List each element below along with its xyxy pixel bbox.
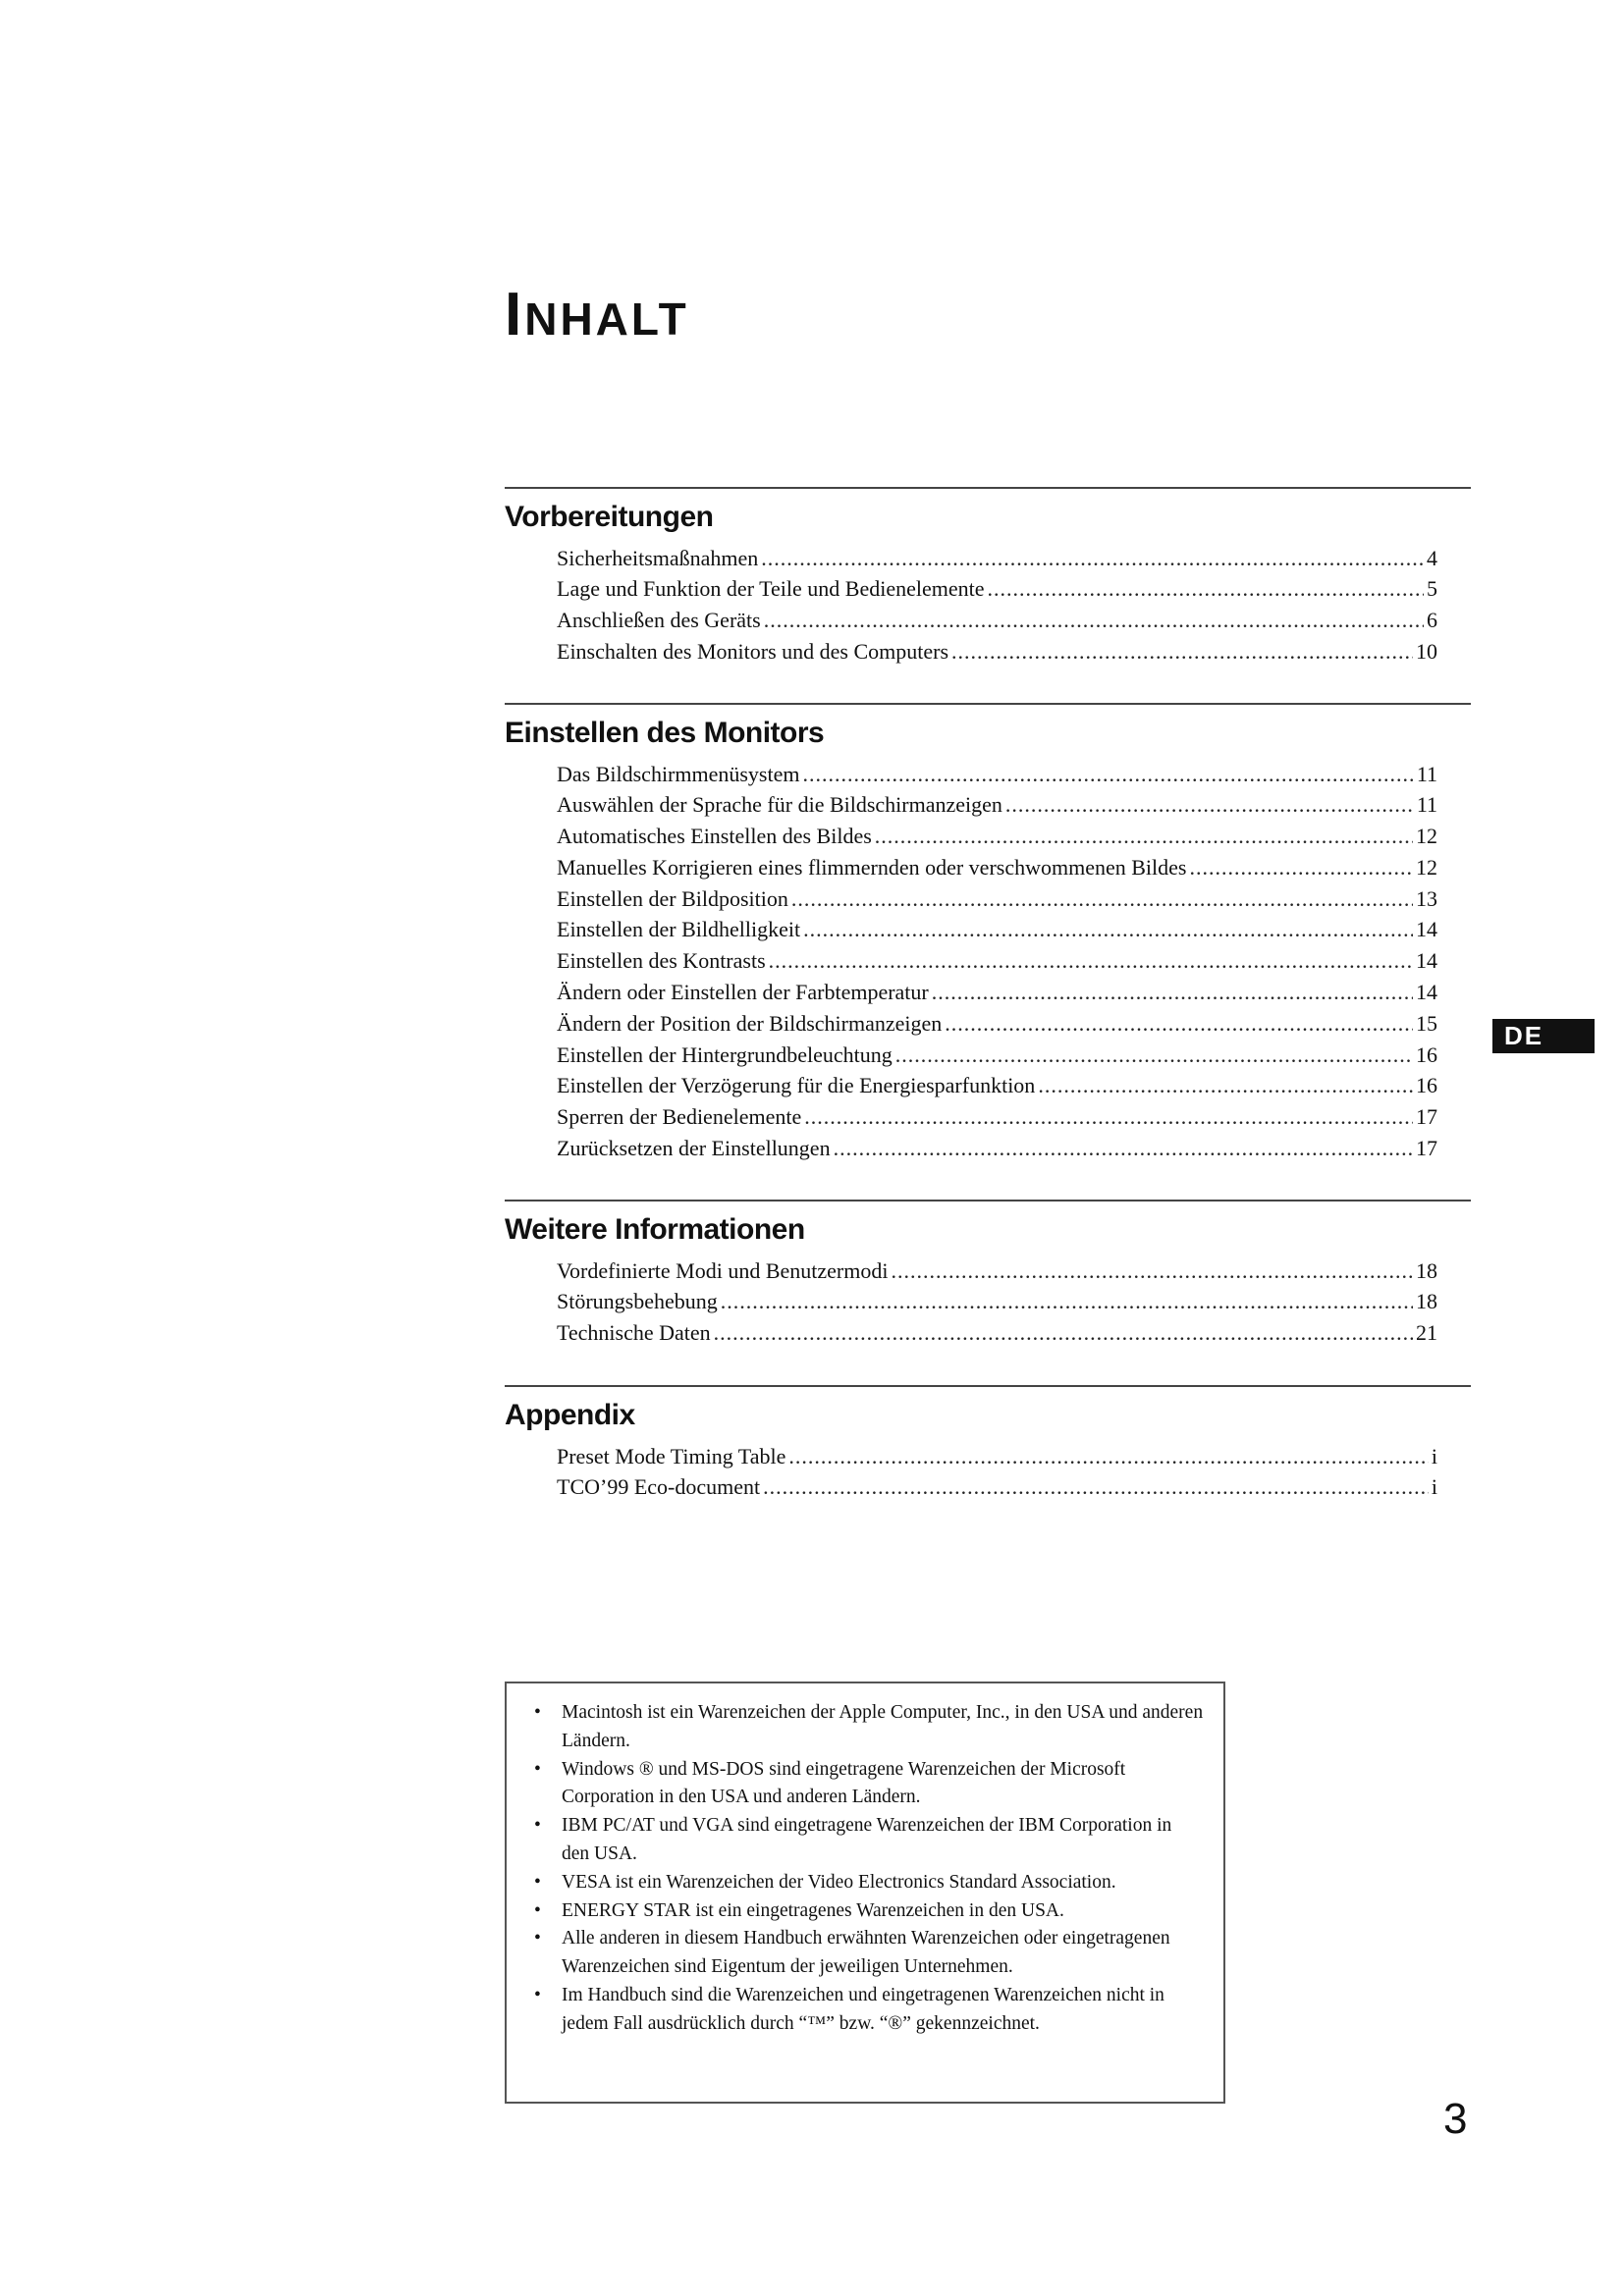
toc-entry-label: Technische Daten xyxy=(557,1320,711,1346)
toc-entry-page: 18 xyxy=(1416,1289,1437,1314)
dot-leader xyxy=(1189,852,1413,883)
toc-entry-page: 14 xyxy=(1416,980,1437,1005)
toc-entry[interactable] xyxy=(557,1441,1437,1472)
toc-entry-label: TCO’99 Eco-document xyxy=(557,1474,761,1500)
toc-entry[interactable] xyxy=(557,759,1437,790)
toc-entry-page: 12 xyxy=(1416,854,1437,880)
toc-entry-page: 17 xyxy=(1416,1104,1437,1130)
toc-entry[interactable] xyxy=(557,1286,1437,1317)
toc-entry-page: 17 xyxy=(1416,1136,1437,1161)
dot-leader xyxy=(891,1255,1413,1287)
dot-leader xyxy=(895,1040,1413,1071)
toc-entry-page: 16 xyxy=(1416,1041,1437,1067)
toc-entry-label: Automatisches Einstellen des Bildes xyxy=(557,824,872,849)
dot-leader xyxy=(834,1133,1413,1164)
section-heading: Weitere Informationen xyxy=(505,1213,805,1246)
toc-entry-label: Lage und Funktion der Teile und Bedienelemente xyxy=(557,576,985,602)
trademark-item: • IBM PC/AT und VGA sind eingetragene Warenzeichen der IBM Corporation in den USA. xyxy=(526,1812,1204,1869)
toc-entry-label: Sicherheitsmaßnahmen xyxy=(557,545,759,570)
toc-entry[interactable] xyxy=(557,821,1437,852)
toc-entry[interactable] xyxy=(557,1101,1437,1133)
dot-leader xyxy=(875,821,1413,852)
toc-section-weitere-informationen xyxy=(505,1200,1471,1349)
toc-entry-label: Manuelles Korrigieren eines flimmernden oder verschwommenen Bildes xyxy=(557,854,1187,880)
dot-leader xyxy=(788,1441,1429,1472)
toc-entry-page: 21 xyxy=(1416,1320,1437,1346)
toc-entry[interactable] xyxy=(557,1040,1437,1071)
toc-entry-page: 10 xyxy=(1416,638,1437,664)
dot-leader xyxy=(804,1101,1413,1133)
toc-entry[interactable] xyxy=(557,1070,1437,1101)
toc-section-einstellen-des-monitors xyxy=(505,703,1471,1164)
dot-leader xyxy=(988,573,1425,605)
toc-entry-page: 15 xyxy=(1416,1010,1437,1036)
toc-entry[interactable] xyxy=(557,1317,1437,1349)
trademark-item: • VESA ist ein Warenzeichen der Video Electronics Standard Association. xyxy=(526,1869,1204,1897)
toc-entry-page: 4 xyxy=(1427,545,1437,570)
toc-entry[interactable] xyxy=(557,605,1437,636)
toc-entry-label: Vordefinierte Modi und Benutzermodi xyxy=(557,1257,889,1283)
dot-leader xyxy=(714,1317,1413,1349)
dot-leader xyxy=(932,977,1413,1008)
trademark-item: • Alle anderen in diesem Handbuch erwähnten Warenzeichen oder eingetragenen Warenzeichen sind Eigentum der jeweiligen Unternehmen. xyxy=(526,1925,1204,1982)
trademark-item: • Macintosh ist ein Warenzeichen der Apple Computer, Inc., in den USA und anderen Ländern. xyxy=(526,1699,1204,1756)
trademark-item: • ENERGY STAR ist ein eingetragenes Warenzeichen in den USA. xyxy=(526,1897,1204,1926)
toc-entry-page: 6 xyxy=(1427,608,1437,633)
toc-entry-label: Ändern oder Einstellen der Farbtemperatur xyxy=(557,980,929,1005)
toc-entry[interactable] xyxy=(557,789,1437,821)
toc-entry-label: Preset Mode Timing Table xyxy=(557,1443,786,1468)
toc-section-vorbereitungen xyxy=(505,487,1471,667)
page-title-rest: NHALT xyxy=(524,294,689,345)
trademark-notice-box xyxy=(505,1682,1225,2104)
toc-entry-label: Anschließen des Geräts xyxy=(557,608,761,633)
dot-leader xyxy=(791,883,1413,915)
toc-entry[interactable] xyxy=(557,1471,1437,1503)
toc-entry-label: Einstellen der Hintergrundbeleuchtung xyxy=(557,1041,893,1067)
toc-entry-page: 16 xyxy=(1416,1073,1437,1098)
toc-entry-label: Auswählen der Sprache für die Bildschirmanzeigen xyxy=(557,792,1002,818)
toc-entry[interactable] xyxy=(557,977,1437,1008)
dot-leader xyxy=(769,945,1413,977)
toc-entry-label: Das Bildschirmmenüsystem xyxy=(557,761,800,786)
toc-entry-page: 12 xyxy=(1416,824,1437,849)
toc-entry-page: 11 xyxy=(1416,761,1437,786)
dot-leader xyxy=(945,1008,1413,1040)
toc-entry-label: Störungsbehebung xyxy=(557,1289,718,1314)
toc-entry-label: Sperren der Bedienelemente xyxy=(557,1104,802,1130)
toc-entry[interactable] xyxy=(557,543,1437,574)
language-tab: DE xyxy=(1492,1019,1595,1053)
toc-entry-page: i xyxy=(1431,1443,1437,1468)
toc-entry-page: 14 xyxy=(1416,917,1437,942)
dot-leader xyxy=(1038,1070,1413,1101)
dot-leader xyxy=(802,759,1413,790)
toc-entry-label: Ändern der Position der Bildschirmanzeigen xyxy=(557,1010,943,1036)
toc-entry[interactable] xyxy=(557,945,1437,977)
section-heading: Appendix xyxy=(505,1399,635,1431)
dot-leader xyxy=(763,1471,1429,1503)
toc-entry-page: 13 xyxy=(1416,885,1437,911)
toc-entry[interactable] xyxy=(557,1255,1437,1287)
toc-entry-label: Einstellen der Verzögerung für die Energiesparfunktion xyxy=(557,1073,1036,1098)
toc-entry[interactable] xyxy=(557,1008,1437,1040)
toc-list xyxy=(505,1255,1471,1349)
toc-entry[interactable] xyxy=(557,1133,1437,1164)
trademark-item: • Im Handbuch sind die Warenzeichen und eingetragenen Warenzeichen nicht in jedem Fall ausdrücklich durch “™” bzw. “®” gekennzeichnet. xyxy=(526,1982,1204,2039)
section-heading: Vorbereitungen xyxy=(505,501,714,533)
toc-entry-label: Einstellen des Kontrasts xyxy=(557,948,766,974)
dot-leader xyxy=(761,543,1424,574)
toc-entry-page: i xyxy=(1431,1474,1437,1500)
toc-entry[interactable] xyxy=(557,852,1437,883)
dot-leader xyxy=(764,605,1424,636)
trademark-item: • Windows ® und MS-DOS sind eingetragene Warenzeichen der Microsoft Corporation in den USA und anderen Ländern. xyxy=(526,1756,1204,1813)
dot-leader xyxy=(721,1286,1413,1317)
toc-entry[interactable] xyxy=(557,883,1437,915)
section-heading: Einstellen des Monitors xyxy=(505,717,825,749)
toc-entry[interactable] xyxy=(557,573,1437,605)
toc-entry-label: Einstellen der Bildhelligkeit xyxy=(557,917,801,942)
toc-entry-label: Einstellen der Bildposition xyxy=(557,885,788,911)
toc-entry[interactable] xyxy=(557,914,1437,945)
toc-entry-page: 5 xyxy=(1427,576,1437,602)
page-number: 3 xyxy=(1443,2095,1468,2143)
toc-entry-page: 11 xyxy=(1416,792,1437,818)
page-title xyxy=(505,281,689,348)
toc-list xyxy=(505,759,1471,1164)
dot-leader xyxy=(1005,789,1414,821)
toc-entry-page: 14 xyxy=(1416,948,1437,974)
trademark-list xyxy=(526,1699,1204,2039)
toc-section-appendix xyxy=(505,1385,1471,1503)
toc-entry-label: Einschalten des Monitors und des Computers xyxy=(557,638,949,664)
toc-list xyxy=(505,543,1471,667)
dot-leader xyxy=(803,914,1413,945)
toc-list xyxy=(505,1441,1471,1504)
toc-entry[interactable] xyxy=(557,636,1437,667)
page-title-initial: I xyxy=(505,281,525,348)
dot-leader xyxy=(951,636,1413,667)
toc-entry-page: 18 xyxy=(1416,1257,1437,1283)
toc-entry-label: Zurücksetzen der Einstellungen xyxy=(557,1136,831,1161)
